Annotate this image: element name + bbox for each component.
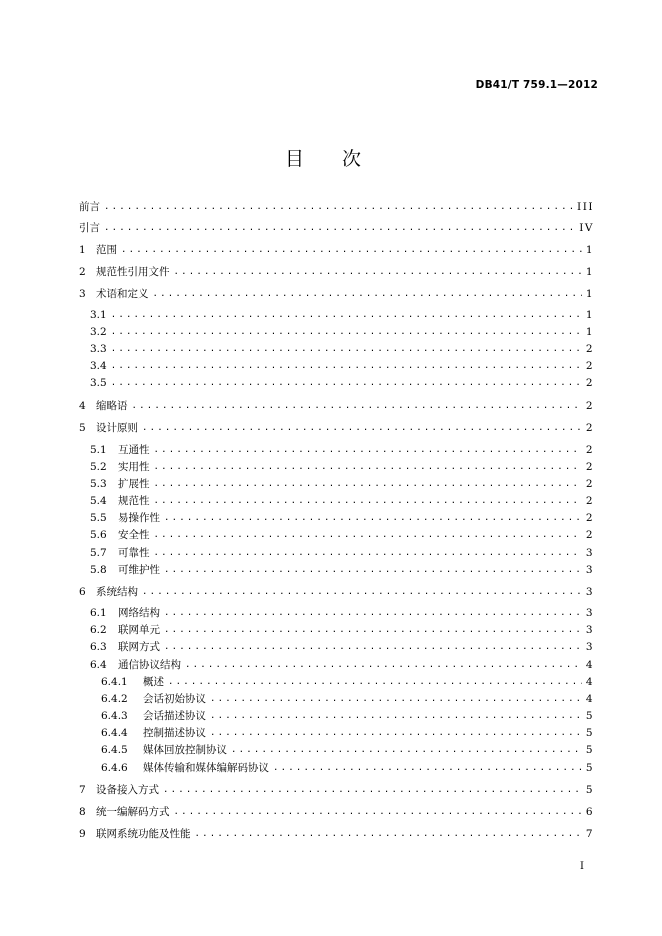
toc-dot-leader <box>231 742 582 759</box>
toc-entry-label: 设备接入方式 <box>96 784 159 796</box>
toc-entry-label: 扩展性 <box>118 478 150 490</box>
toc-entry-label: 概述 <box>143 676 164 688</box>
toc-entry-page: 1 <box>585 288 594 300</box>
toc-entry[interactable] <box>79 286 594 303</box>
toc-dot-leader <box>164 510 582 527</box>
toc-entry-number: 6.1 <box>90 607 107 619</box>
toc-entry-page: 5 <box>585 762 594 774</box>
toc-dot-leader <box>121 242 582 259</box>
toc-dot-leader <box>195 826 582 843</box>
toc-entry-label: 媒体传输和媒体编解码协议 <box>143 762 269 774</box>
toc-entry-page: 3 <box>585 547 594 559</box>
toc-entry[interactable] <box>79 622 594 639</box>
toc-dot-leader <box>104 220 575 237</box>
toc-entry[interactable] <box>79 375 594 392</box>
toc-dot-leader <box>154 493 582 510</box>
toc-entry-page: 5 <box>585 784 594 796</box>
toc-entry-number: 6.4.6 <box>101 762 128 774</box>
toc-dot-leader <box>111 375 582 392</box>
toc-entry-label: 规范性 <box>118 495 150 507</box>
toc-entry-page: 1 <box>585 244 594 256</box>
toc-entry-number: 6 <box>79 586 86 598</box>
toc-entry-page: 5 <box>585 744 594 756</box>
toc-dot-leader <box>168 674 582 691</box>
toc-entry[interactable] <box>79 476 594 493</box>
toc-entry-page: 3 <box>585 564 594 576</box>
toc-entry[interactable] <box>79 639 594 656</box>
toc-entry-number: 8 <box>79 806 86 818</box>
toc-entry-number: 5.2 <box>90 461 107 473</box>
toc-entry[interactable] <box>79 341 594 358</box>
toc-entry-label: 联网方式 <box>118 641 160 653</box>
toc-dot-leader <box>164 562 582 579</box>
toc-entry-label: 设计原则 <box>96 422 138 434</box>
toc-dot-leader <box>185 657 582 674</box>
toc-dot-leader <box>174 804 582 821</box>
toc-entry-page: 4 <box>585 659 594 671</box>
toc-entry-label: 前言 <box>79 201 100 213</box>
toc-entry-page: 5 <box>585 710 594 722</box>
toc-entry[interactable] <box>79 562 594 579</box>
toc-dot-leader <box>164 639 582 656</box>
toc-entry-number: 5.5 <box>90 512 107 524</box>
toc-entry[interactable] <box>79 324 594 341</box>
toc-entry-page: 1 <box>585 266 594 278</box>
toc-entry-number: 1 <box>79 244 86 256</box>
toc-entry-page: 2 <box>585 360 594 372</box>
toc-entry-number: 4 <box>79 400 86 412</box>
toc-entry-number: 5.6 <box>90 529 107 541</box>
toc-entry[interactable] <box>79 510 594 527</box>
toc-dot-leader <box>164 622 582 639</box>
toc-entry[interactable] <box>79 826 594 843</box>
toc-entry-label: 联网系统功能及性能 <box>96 828 191 840</box>
toc-entry[interactable] <box>79 242 594 259</box>
toc-dot-leader <box>142 584 582 601</box>
toc-dot-leader <box>111 358 582 375</box>
toc-entry-number: 2 <box>79 266 86 278</box>
toc-dot-leader <box>273 760 582 777</box>
toc-entry-number: 3.3 <box>90 343 107 355</box>
toc-entry-number: 5.8 <box>90 564 107 576</box>
toc-entry-page: 1 <box>585 326 594 338</box>
toc-entry[interactable] <box>79 307 594 324</box>
toc-entry-label: 安全性 <box>118 529 150 541</box>
toc-entry-page: 4 <box>585 693 594 705</box>
toc-dot-leader <box>210 725 582 742</box>
toc-dot-leader <box>111 324 582 341</box>
toc-entry[interactable] <box>79 545 594 562</box>
toc-entry[interactable] <box>79 782 594 799</box>
toc-entry[interactable] <box>79 708 594 725</box>
toc-entry[interactable] <box>79 527 594 544</box>
toc-entry-page: 2 <box>585 343 594 355</box>
toc-entry-number: 6.4.3 <box>101 710 128 722</box>
toc-entry[interactable] <box>79 358 594 375</box>
toc-dot-leader <box>210 691 582 708</box>
toc-entry[interactable] <box>79 199 594 216</box>
toc-entry-label: 媒体回放控制协议 <box>143 744 227 756</box>
toc-dot-leader <box>163 782 582 799</box>
document-code: DB41/T 759.1—2012 <box>475 79 598 91</box>
toc-entry-page: 3 <box>585 641 594 653</box>
toc-entry-label: 易操作性 <box>118 512 160 524</box>
toc-entry-page: 3 <box>585 586 594 598</box>
toc-entry-page: 7 <box>585 828 594 840</box>
page-number: I <box>580 861 584 872</box>
toc-entry-number: 6.4.1 <box>101 676 128 688</box>
toc-dot-leader <box>111 341 582 358</box>
toc-dot-leader <box>142 420 582 437</box>
toc-entry-label: 互通性 <box>118 444 150 456</box>
toc-entry[interactable] <box>79 657 594 674</box>
toc-entry-label: 网络结构 <box>118 607 160 619</box>
toc-entry-page: 4 <box>585 676 594 688</box>
toc-entry-number: 3.4 <box>90 360 107 372</box>
toc-dot-leader <box>132 398 582 415</box>
toc-entry-page: 2 <box>585 377 594 389</box>
page-title: 目 次 <box>284 148 378 170</box>
toc-dot-leader <box>153 286 582 303</box>
toc-entry[interactable] <box>79 725 594 742</box>
toc-entry[interactable] <box>79 264 594 281</box>
toc-entry-page: 2 <box>585 461 594 473</box>
toc-entry-number: 3 <box>79 288 86 300</box>
toc-dot-leader <box>164 605 582 622</box>
toc-entry[interactable] <box>79 605 594 622</box>
toc-entry-number: 6.4.5 <box>101 744 128 756</box>
toc-entry-page: IV <box>579 222 594 234</box>
toc-entry-page: 2 <box>585 422 594 434</box>
toc-entry[interactable] <box>79 398 594 415</box>
toc-dot-leader <box>174 264 582 281</box>
toc-entry-label: 联网单元 <box>118 624 160 636</box>
toc-entry-page: 5 <box>585 727 594 739</box>
toc-dot-leader <box>154 442 582 459</box>
toc-entry-number: 3.2 <box>90 326 107 338</box>
toc-entry[interactable] <box>79 674 594 691</box>
toc-entry[interactable] <box>79 760 594 777</box>
toc-entry-label: 实用性 <box>118 461 150 473</box>
toc-entry-number: 7 <box>79 784 86 796</box>
toc-dot-leader <box>154 476 582 493</box>
toc-dot-leader <box>111 307 582 324</box>
toc-entry-label: 统一编解码方式 <box>96 806 170 818</box>
toc-entry-label: 引言 <box>79 222 100 234</box>
toc-entry-label: 可维护性 <box>118 564 160 576</box>
toc-entry-label: 规范性引用文件 <box>96 266 170 278</box>
toc-dot-leader <box>104 199 573 216</box>
toc-entry-label: 通信协议结构 <box>118 659 181 671</box>
toc-entry[interactable] <box>79 220 594 237</box>
toc-entry-number: 5.3 <box>90 478 107 490</box>
toc-entry-page: 3 <box>585 624 594 636</box>
toc-entry-label: 系统结构 <box>96 586 138 598</box>
toc-entry-number: 5.1 <box>90 444 107 456</box>
toc-entry-label: 术语和定义 <box>96 288 149 300</box>
toc-entry-number: 5 <box>79 422 86 434</box>
toc-entry-page: 2 <box>585 529 594 541</box>
toc-entry-label: 控制描述协议 <box>143 727 206 739</box>
toc-entry[interactable] <box>79 493 594 510</box>
toc-entry-number: 6.4.2 <box>101 693 128 705</box>
toc-entry-number: 6.2 <box>90 624 107 636</box>
toc-entry-label: 会话描述协议 <box>143 710 206 722</box>
toc-dot-leader <box>154 545 582 562</box>
toc-entry-number: 5.7 <box>90 547 107 559</box>
toc-entry-number: 6.4 <box>90 659 107 671</box>
toc-entry-page: 2 <box>585 495 594 507</box>
toc-entry-number: 6.4.4 <box>101 727 128 739</box>
toc-dot-leader <box>154 459 582 476</box>
toc-entry-number: 6.3 <box>90 641 107 653</box>
toc-entry-page: 3 <box>585 607 594 619</box>
toc-entry-label: 缩略语 <box>96 400 128 412</box>
toc-dot-leader <box>154 527 582 544</box>
toc-entry-page: 2 <box>585 444 594 456</box>
toc-entry-number: 3.5 <box>90 377 107 389</box>
toc-entry-page: 1 <box>585 309 594 321</box>
toc-entry-label: 范围 <box>96 244 117 256</box>
toc-entry[interactable] <box>79 442 594 459</box>
toc-entry[interactable] <box>79 691 594 708</box>
toc-entry[interactable] <box>79 742 594 759</box>
toc-entry-number: 5.4 <box>90 495 107 507</box>
toc-entry[interactable] <box>79 420 594 437</box>
toc-entry[interactable] <box>79 584 594 601</box>
toc-entry-label: 会话初始协议 <box>143 693 206 705</box>
toc-entry[interactable] <box>79 804 594 821</box>
toc-entry-page: 6 <box>585 806 594 818</box>
toc-entry-label: 可靠性 <box>118 547 150 559</box>
toc-entry[interactable] <box>79 459 594 476</box>
toc-dot-leader <box>210 708 582 725</box>
toc-entry-page: III <box>577 201 594 213</box>
toc-entry-page: 2 <box>585 400 594 412</box>
toc-entry-number: 3.1 <box>90 309 107 321</box>
toc-entry-page: 2 <box>585 478 594 490</box>
toc-entry-number: 9 <box>79 828 86 840</box>
toc-entry-page: 2 <box>585 512 594 524</box>
